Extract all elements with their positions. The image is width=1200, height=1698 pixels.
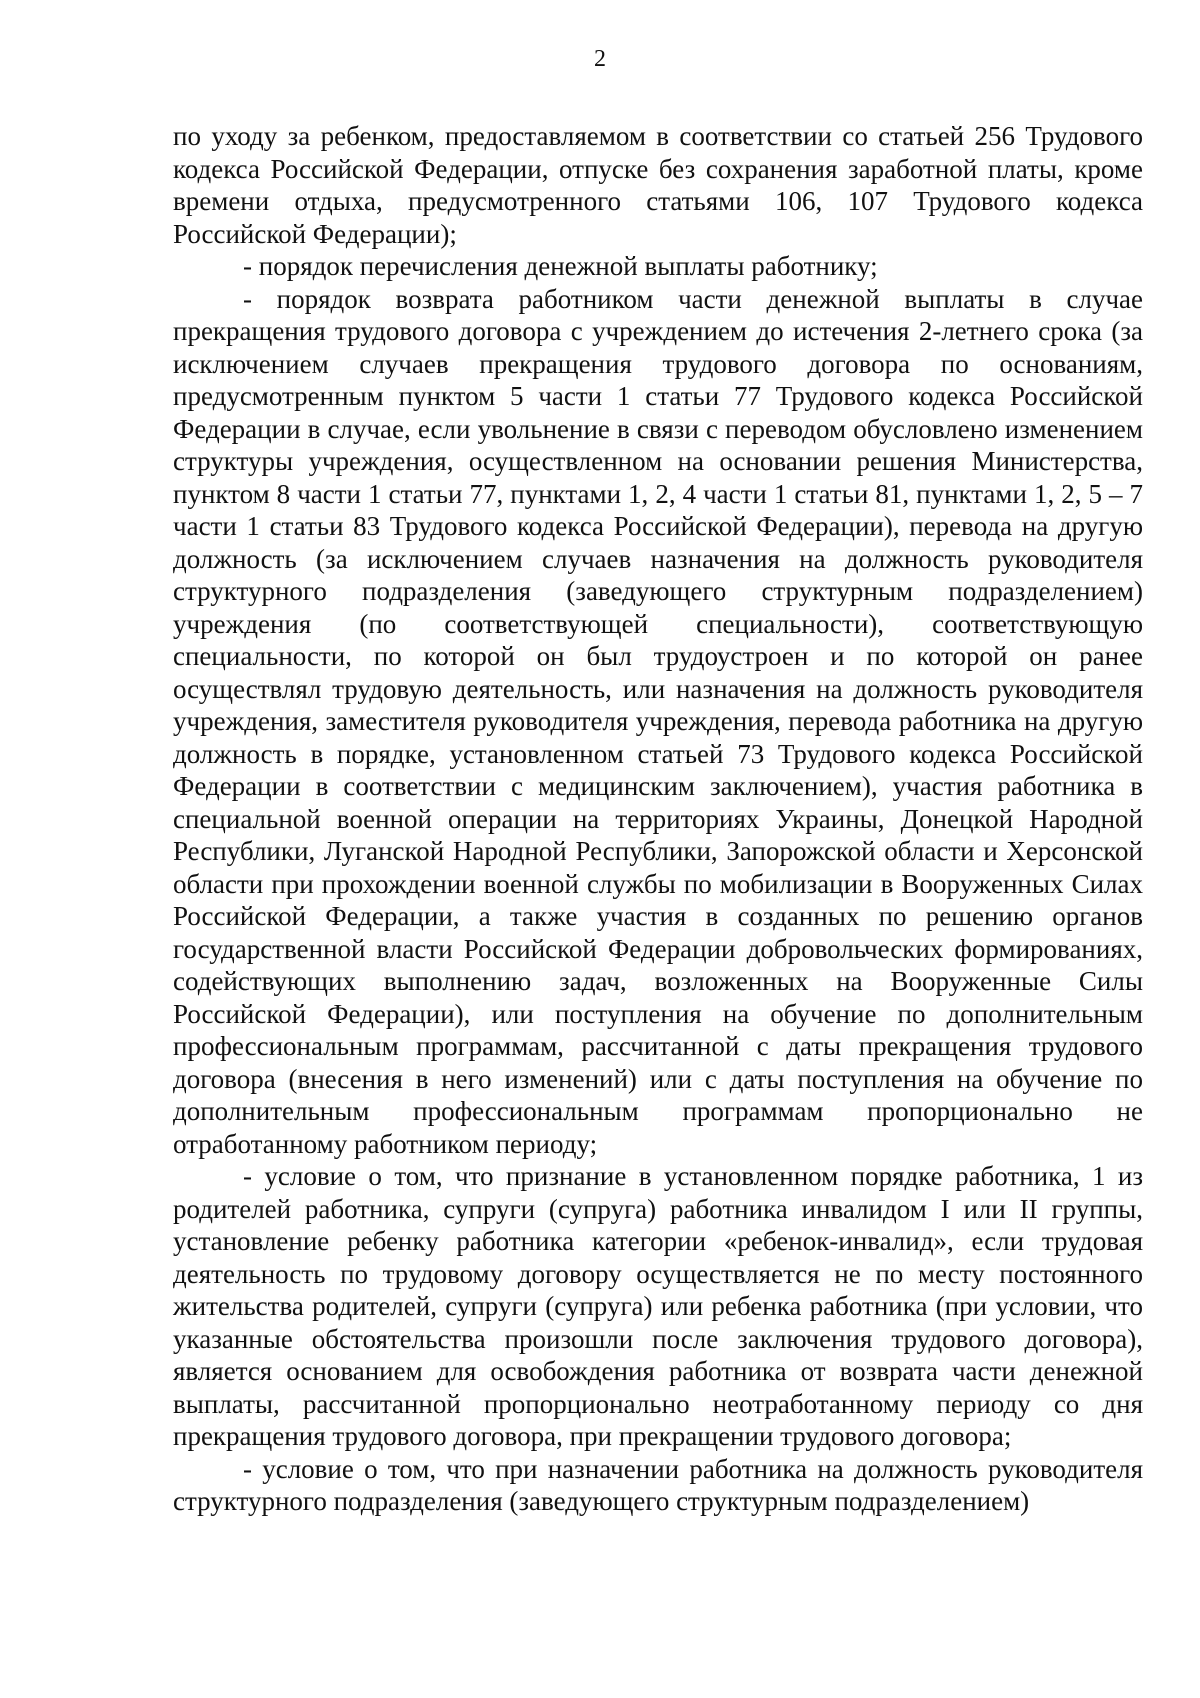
paragraph-refund-order: - порядок возврата работником части денежной выплаты в случае прекращения трудового договора с учреждением до истечения 2-летнего срока (за исключением случаев прекращения трудового договора по основаниям, предусмотренным пунктом 5 части 1 статьи 77 Трудового кодекса Российской Федерации в случае, если увольнение в связи с переводом обусловлено изменением структуры учреждения, осуществленном на основании решения Министерства, пунктом 8 части 1 статьи 77, пунктами 1, 2, 4 части 1 статьи 81, пунктами 1, 2, 5 – 7 части 1 статьи 83 Трудового кодекса Российской Федерации), перевода на другую должность (за исключением случаев назначения на должность руководителя структурного подразделения (заведующего структурным подразделением) учреждения (по соответствующей специальности), соответствующую специальности, по которой он был трудоустроен и по которой он ранее осуществлял трудовую деятельность, или назначения на должность руководителя учреждения, заместителя руководителя учреждения, перевода работника на другую должность в порядке, установленном статьей 73 Трудового кодекса Российской Федерации в соответствии с медицинским заключением), участия работника в специальной военной операции на территориях Украины, Донецкой Народной Республики, Луганской Народной Республики, Запорожской области и Херсонской области при прохождении военной службы по мобилизации в Вооруженных Силах Российской Федерации, а также участия в созданных по решению органов государственной власти Российской Федерации добровольческих формированиях, содействующих выполнению задач, возложенных на Вооруженные Силы Российской Федерации), или поступления на обучение по дополнительным профессиональным программам, рассчитанной с даты прекращения трудового договора (внесения в него изменений) или с даты поступления на обучение по дополнительным профессиональным программам пропорционально не отработанному работником периоду;: [173, 283, 1143, 1159]
paragraph-disability-condition: - условие о том, что признание в установленном порядке работника, 1 из родителей работника, супруги (супруга) работника инвалидом I или II группы, установление ребенку работника категории «ребенок-инвалид», если трудовая деятельность по трудовому договору осуществляется не по месту постоянного жительства родителей, супруги (супруга) или ребенка работника (при условии, что указанные обстоятельства произошли после заключения трудового договора), является основанием для освобождения работника от возврата части денежной выплаты, рассчитанной пропорционально неотработанному периоду со дня прекращения трудового договора, при прекращении трудового договора;: [173, 1161, 1143, 1451]
page-number: 2: [594, 46, 606, 72]
paragraph-transfer-order: - порядок перечисления денежной выплаты работнику;: [243, 251, 878, 281]
paragraph-appointment-condition: - условие о том, что при назначении работника на должность руководителя структурного подразделения (заведующего структурным подразделением): [173, 1453, 1143, 1516]
body-text: [173, 120, 1143, 1518]
paragraph-continuation: по уходу за ребенком, предоставляемом в соответствии со статьей 256 Трудового кодекса Российской Федерации, отпуске без сохранения заработной платы, кроме времени отдыха, предусмотренного статьями 106, 107 Трудового кодекса Российской Федерации);: [173, 121, 1143, 249]
